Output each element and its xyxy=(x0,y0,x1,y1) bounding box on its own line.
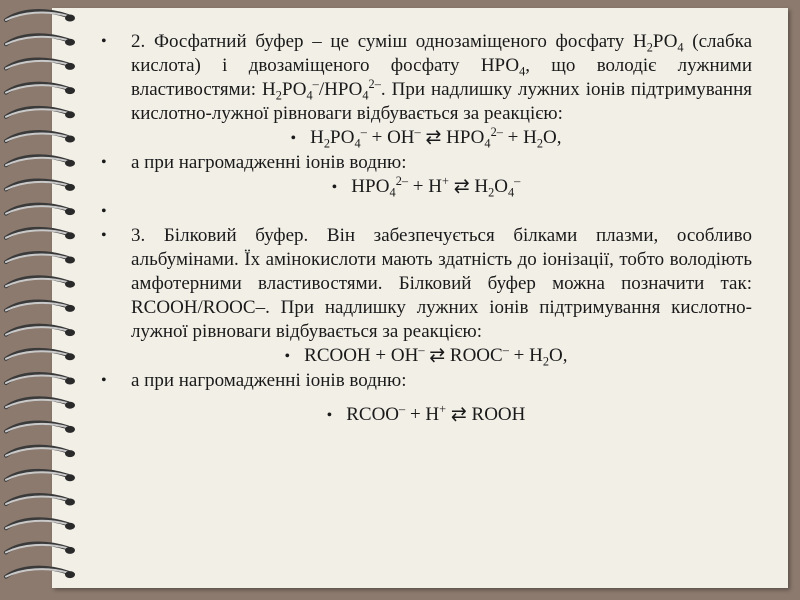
spiral-binding-icon xyxy=(0,0,110,600)
bullet-phosphate-buffer: • 2. Фосфатний буфер – це суміш однозаміщеного фосфату $Н_2РО_4$ (слабка кислота) і двозаміщеного фосфату $НРО_4$, що володіє лужними властивостями: $Н_2РО_4^-/НРО_4^{2-}$. При надлишку лужних іонів підтримування кислотно-лужної рівноваги відбувається за реакцією: xyxy=(100,30,752,126)
bullet-acid-accumulation-2: • а при нагромадженні іонів водню: xyxy=(100,369,752,393)
bullet-protein-buffer: • 3. Білковий буфер. Він забезпечується білками плазми, особливо альбумінами. Їх амінокислоти мають здатність до іонізації, тобто володіють амфотерними властивостями. Білковий буфер можна позначити так: RCOOH/ROOC–. При надлишку лужних іонів підтримування кислотно-лужної рівноваги відбувається за реакцією: xyxy=(100,224,752,344)
bullet-acid-accumulation-1: • а при нагромадженні іонів водню: xyxy=(100,151,752,175)
empty-bullet xyxy=(100,200,752,224)
equation-4: • RCOO– + H+ ⇄ ROOH xyxy=(326,402,526,425)
slide-content xyxy=(100,30,752,428)
equation-2: • $НРО_4^{2-} + Н^+$ ⇄ $Н_2О_4^-$ xyxy=(331,174,521,200)
equation-3: • RCOOH + OH– ⇄ ROOC– + $H_2O$, xyxy=(284,343,568,369)
equation-1: • $Н_2РО_4^- + ОН^-$ ⇄ $НРО_4^{2-} + Н_2О$, xyxy=(290,125,562,151)
